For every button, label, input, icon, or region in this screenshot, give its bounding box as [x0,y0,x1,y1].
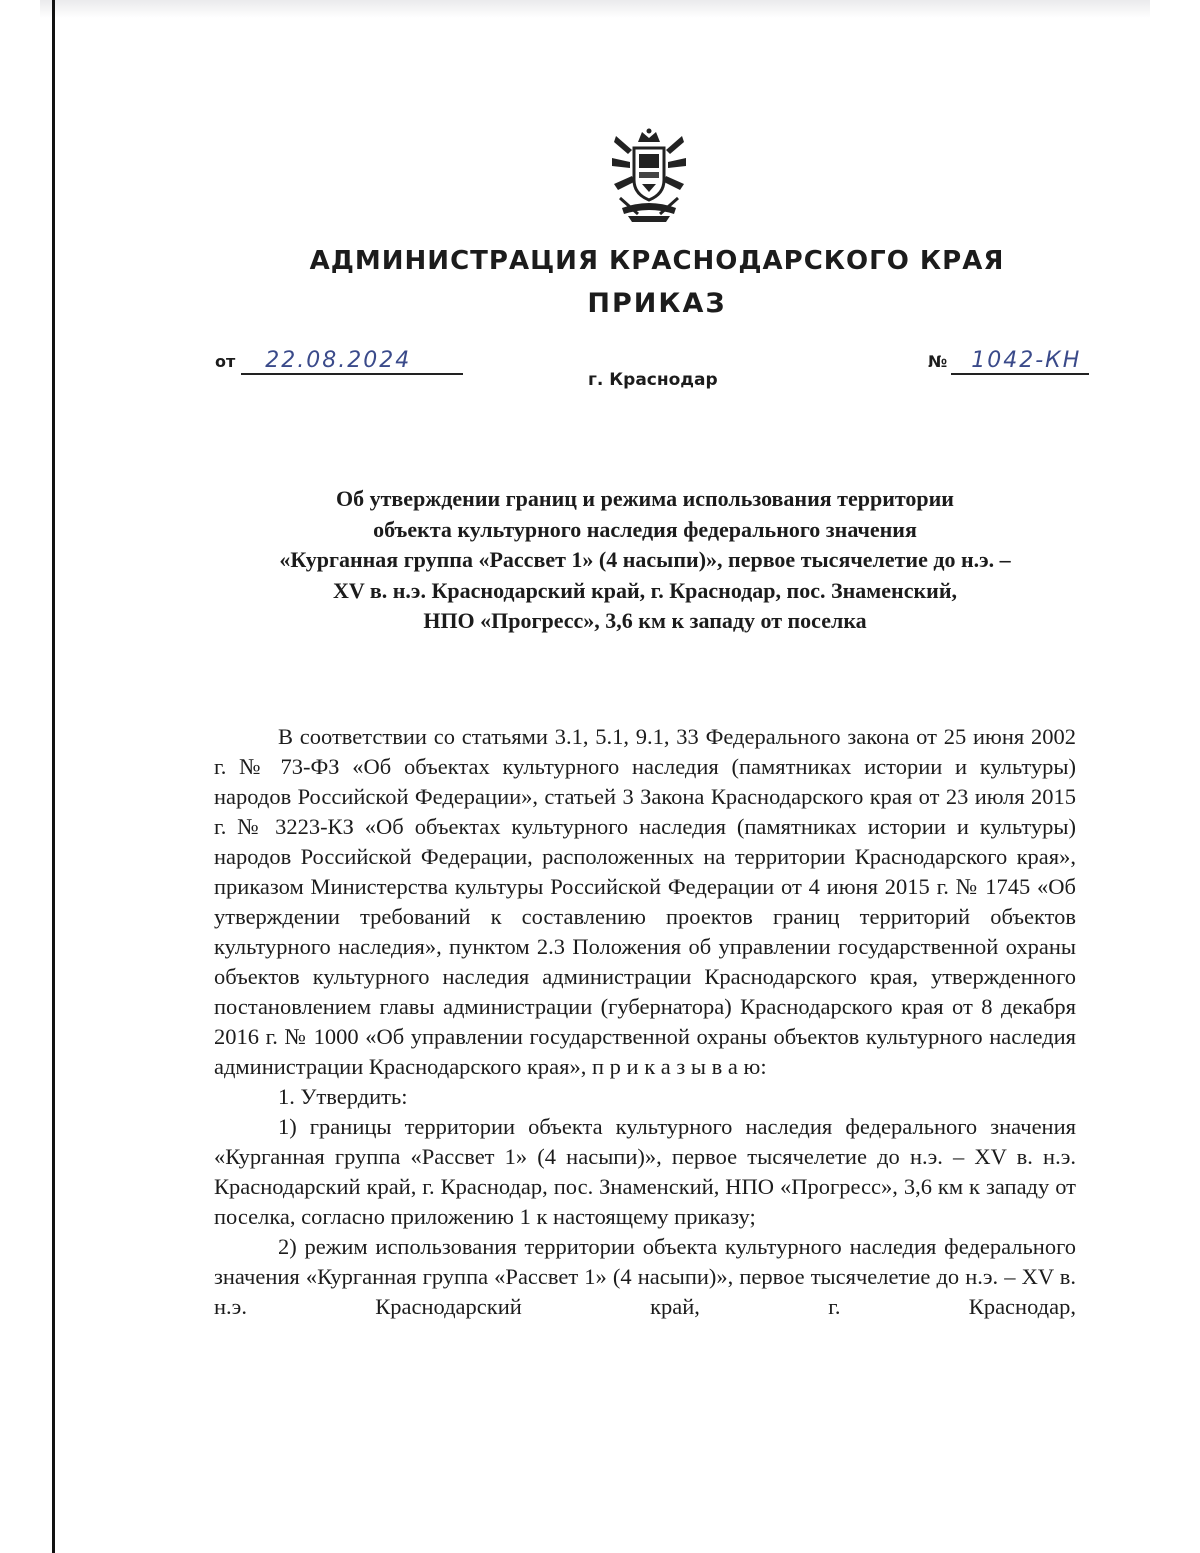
item-1-heading: 1. Утвердить: [278,1084,408,1109]
organization-title: АДМИНИСТРАЦИЯ КРАСНОДАРСКОГО КРАЯ [309,246,1005,276]
coat-of-arms-emblem [608,128,690,224]
city-label: г. Краснодар [588,370,718,390]
document-subject [210,484,1080,637]
date-prefix: от [215,352,236,371]
document-type: ПРИКАЗ [587,288,727,319]
subject-line: «Курганная группа «Рассвет 1» (4 насыпи)», первое тысячелетие до н.э. – [279,547,1011,572]
scan-shadow [40,0,1150,18]
preamble-paragraph: В соответствии со статьями 3.1, 5.1, 9.1, 33 Федерального закона от 25 июня 2002 г. № 73-ФЗ «Об объектах культурного наследия (памятниках истории и культуры) народов Российской Федерации», статьей 3 Закона Краснодарского края от 23 июля 2015 г. № 3223-КЗ «Об объектах культурного наследия (памятниках истории и культуры) народов Российской Федерации, расположенных на территории Краснодарского края», приказом Министерства культуры Российской Федерации от 4 июня 2015 г. № 1745 «Об утверждении требований к составлению проектов границ территорий объектов культурного наследия», пунктом 2.3 Положения об управлении государственной охраны объектов культурного наследия администрации Краснодарского края, утвержденного постановлением главы администрации (губернатора) Краснодарского края от 8 декабря 2016 г. № 1000 «Об управлении государственной охраны объектов культурного наследия администрации Краснодарского края», п р и к а з ы в а ю: [214,724,1076,1079]
item-1-2-paragraph: 2) режим использования территории объекта культурного наследия федерального значения «Курганная группа «Рассвет 1» (4 насыпи)», первое тысячелетие до н.э. – XV в. н.э. Краснодарский край, г. Краснодар, [214,1234,1076,1319]
date-value: 22.08.2024 [241,348,463,375]
subject-line: Об утверждении границ и режима использования территории [336,486,954,511]
number-block [928,348,1089,375]
date-block [215,348,463,375]
document-body [214,722,1076,1322]
item-1-1-paragraph: 1) границы территории объекта культурного наследия федерального значения «Курганная группа «Рассвет 1» (4 насыпи)», первое тысячелетие до н.э. – XV в. н.э. Краснодарский край, г. Краснодар, пос. Знаменский, НПО «Прогресс», 3,6 км к западу от поселка, согласно приложению 1 к настоящему приказу; [214,1114,1076,1229]
subject-line: XV в. н.э. Краснодарский край, г. Краснодар, пос. Знаменский, [333,577,957,603]
subject-line: объекта культурного наследия федерального значения [373,516,917,542]
number-value: 1042-КН [951,348,1089,375]
number-prefix: № [928,352,948,371]
page-edge [52,0,55,1553]
subject-line: НПО «Прогресс», 3,6 км к западу от поселка [423,608,867,633]
